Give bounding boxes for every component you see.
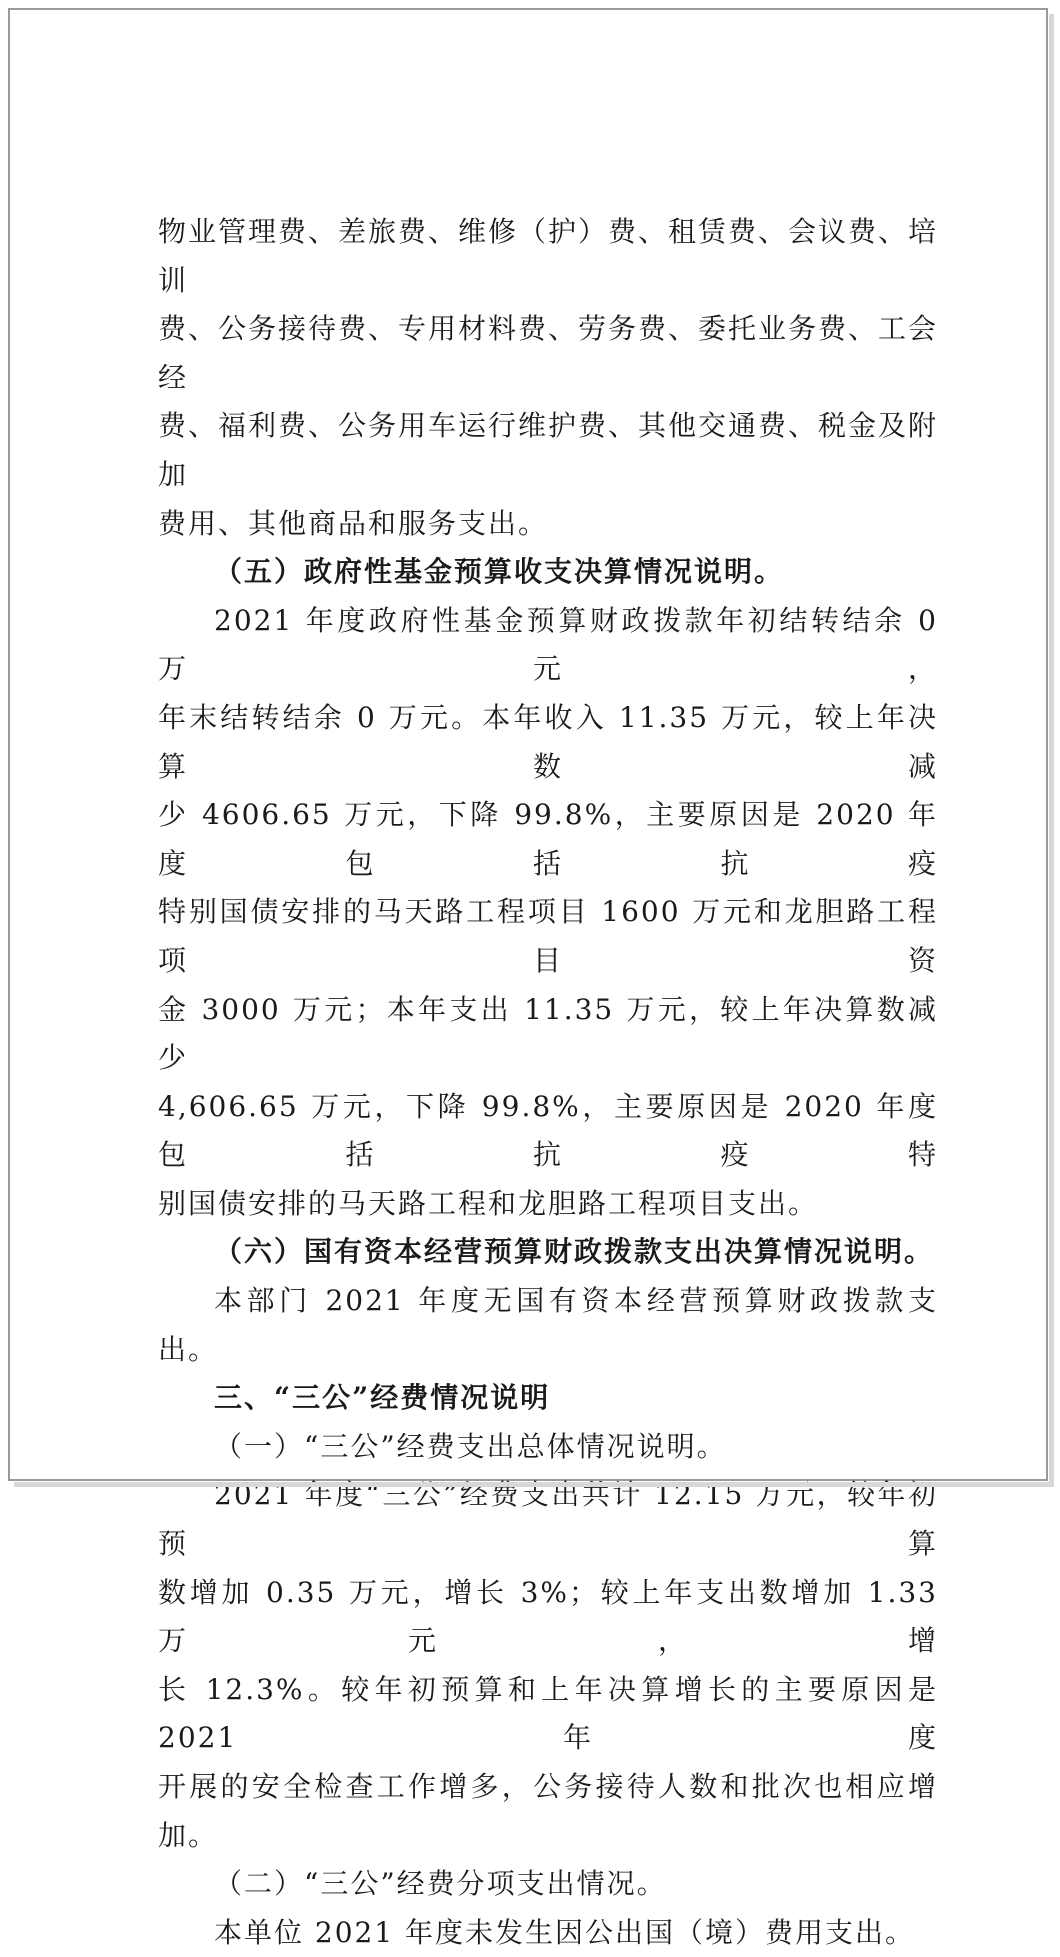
paragraph-expense-items	[158, 208, 938, 548]
text-line: 特别国债安排的马天路工程项目 1600 万元和龙胆路工程项目资	[158, 895, 938, 977]
text-line: 费、公务接待费、专用材料费、劳务费、委托业务费、工会经	[158, 312, 939, 394]
section-heading-6: （六）国有资本经营预算财政拨款支出决算情况说明。	[214, 1235, 935, 1269]
paragraph-three-public-overall	[158, 1471, 938, 1860]
section-heading-5: （五）政府性基金预算收支决算情况说明。	[214, 555, 785, 589]
text-line: 长 12.3%。较年初预算和上年决算增长的主要原因是 2021 年度	[158, 1672, 938, 1755]
text-line: 2021 年度政府性基金预算财政拨款年初结转结余 0 万元，	[158, 603, 938, 686]
section-heading-three-public: 三、“三公”经费情况说明	[214, 1381, 551, 1415]
subheading-overall: （一）“三公”经费支出总体情况说明。	[214, 1429, 727, 1463]
text-line: 费、福利费、公务用车运行维护费、其他交通费、税金及附加	[158, 409, 939, 491]
text-line: 2021 年度“三公”经费支出共计 12.15 万元，较年初预算	[158, 1478, 938, 1561]
text-line: 4,606.65 万元，下降 99.8%，主要原因是 2020 年度包括抗疫特	[158, 1089, 938, 1172]
document-body	[158, 208, 938, 1957]
page-frame	[8, 8, 1048, 1949]
text-line: 别国债安排的马天路工程和龙胆路工程项目支出。	[158, 1186, 819, 1220]
text-line: 年末结转结余 0 万元。本年收入 11.35 万元，较上年决算数减	[158, 700, 938, 783]
paragraph-fund-budget	[158, 597, 938, 1229]
subheading-itemized: （二）“三公”经费分项支出情况。	[214, 1867, 667, 1901]
text-line: 数增加 0.35 万元，增长 3%；较上年支出数增加 1.33 万元，增	[158, 1575, 938, 1658]
paragraph-state-capital: 本部门 2021 年度无国有资本经营预算财政拨款支出。	[158, 1284, 938, 1366]
text-line: 开展的安全检查工作增多，公务接待人数和批次也相应增加。	[158, 1770, 938, 1852]
text-line: 费用、其他商品和服务支出。	[158, 506, 549, 540]
paragraph-overseas-travel: 本单位 2021 年度未发生因公出国（境）费用支出。	[214, 1915, 916, 1949]
text-line: 物业管理费、差旅费、维修（护）费、租赁费、会议费、培训	[158, 215, 939, 297]
text-line: 少 4606.65 万元，下降 99.8%，主要原因是 2020 年度包括抗疫	[158, 798, 938, 880]
text-line: 金 3000 万元；本年支出 11.35 万元，较上年决算数减少	[158, 992, 938, 1075]
